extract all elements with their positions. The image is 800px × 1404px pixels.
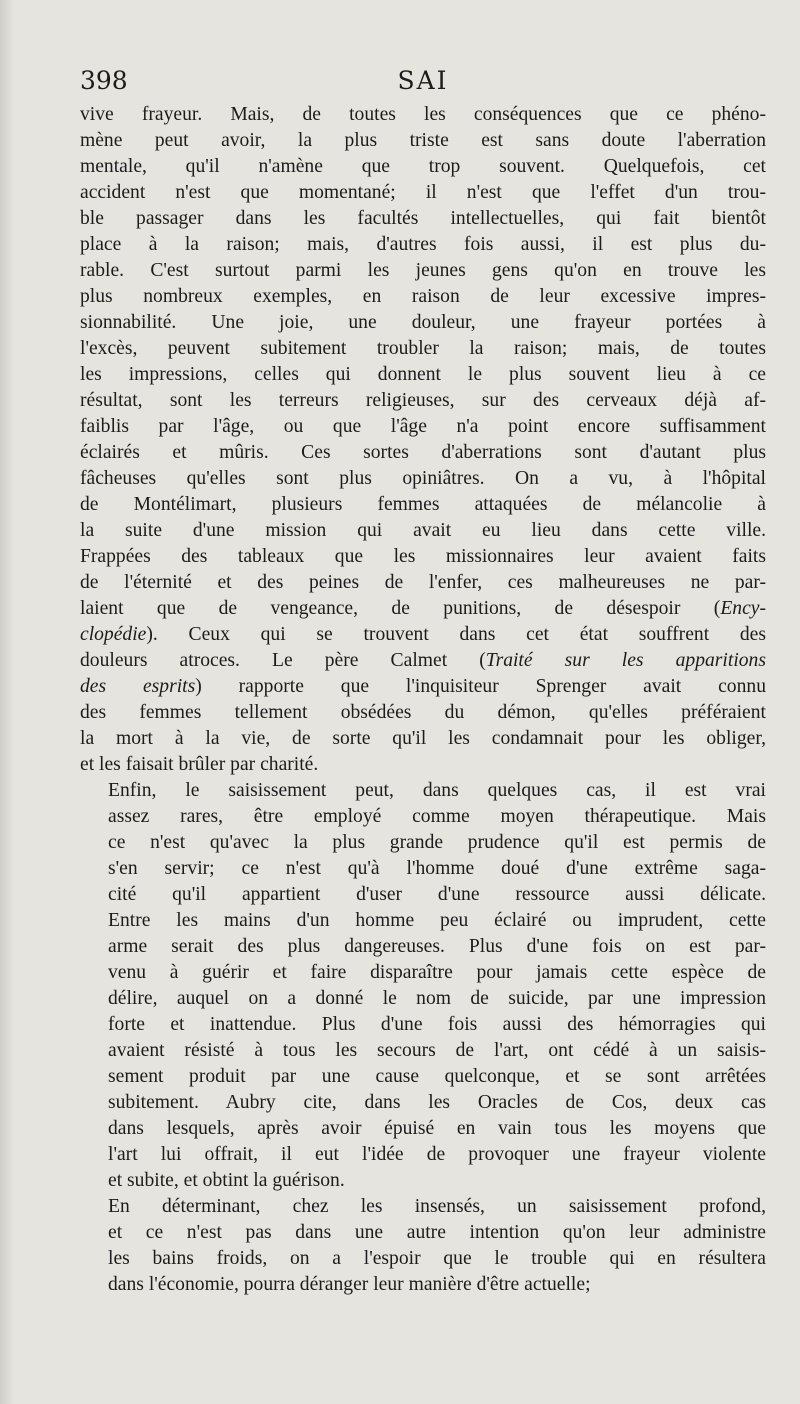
text-line: Enfin, le saisissement peut, dans quelques cas, il est vrai <box>108 780 766 801</box>
text-line: des femmes tellement obsédées du démon, qu'elles préféraient <box>80 702 766 723</box>
text-line: subitement. Aubry cite, dans les Oracles de Cos, deux cas <box>108 1092 766 1113</box>
paragraph-2 <box>80 778 766 1194</box>
text-line: place à la raison; mais, d'autres fois aussi, il est plus du- <box>80 234 766 255</box>
body-text <box>80 102 766 1298</box>
text-line: avaient résisté à tous les secours de l'art, ont cédé à un saisis- <box>108 1040 766 1061</box>
text-line: faiblis par l'âge, ou que l'âge n'a point encore suffisamment <box>80 416 766 437</box>
text-line: Frappées des tableaux que les missionnaires leur avaient faits <box>80 546 766 567</box>
text-line: sionnabilité. Une joie, une douleur, une frayeur portées à <box>80 312 766 333</box>
text-line: dans l'économie, pourra déranger leur manière d'être actuelle; <box>108 1274 591 1295</box>
text-line: résultat, sont les terreurs religieuses, sur des cerveaux déjà af- <box>80 390 766 411</box>
text-line: de Montélimart, plusieurs femmes attaquées de mélancolie à <box>80 494 766 515</box>
text-line: venu à guérir et faire disparaître pour jamais cette espèce de <box>108 962 766 983</box>
text-line: sement produit par une cause quelconque, et se sont arrêtées <box>108 1066 766 1087</box>
text-line: ce n'est qu'avec la plus grande prudence qu'il est permis de <box>108 832 766 853</box>
text-line: s'en servir; ce n'est qu'à l'homme doué d'une extrême saga- <box>108 858 766 879</box>
text-line: forte et inattendue. Plus d'une fois aussi des hémorragies qui <box>108 1014 766 1035</box>
text-line: dans lesquels, après avoir épuisé en vain tous les moyens que <box>108 1118 766 1139</box>
text-line: mène peut avoir, la plus triste est sans doute l'aberration <box>80 130 766 151</box>
text-line: et les faisait brûler par charité. <box>80 754 319 775</box>
text-line: la suite d'une mission qui avait eu lieu dans cette ville. <box>80 520 766 541</box>
paragraph-1 <box>80 102 766 778</box>
text-line: En déterminant, chez les insensés, un saisissement profond, <box>108 1196 766 1217</box>
page-header <box>80 62 766 100</box>
text-line: vive frayeur. Mais, de toutes les conséquences que ce phéno- <box>80 104 766 125</box>
text-line: douleurs atroces. Le père Calmet (Traité sur les apparitions <box>80 650 766 671</box>
text-line: l'art lui offrait, il eut l'idée de provoquer une frayeur violente <box>108 1144 766 1165</box>
text-line: de l'éternité et des peines de l'enfer, ces malheureuses ne par- <box>80 572 766 593</box>
text-line: rable. C'est surtout parmi les jeunes gens qu'on en trouve les <box>80 260 766 281</box>
text-line: clopédie). Ceux qui se trouvent dans cet état souffrent des <box>80 624 766 645</box>
running-head: SAI <box>397 66 449 95</box>
text-line: assez rares, être employé comme moyen thérapeutique. Mais <box>108 806 766 827</box>
text-line: les impressions, celles qui donnent le plus souvent lieu à ce <box>80 364 766 385</box>
text-line: laient que de vengeance, de punitions, de désespoir (Ency- <box>80 598 766 619</box>
text-line: des esprits) rapporte que l'inquisiteur Sprenger avait connu <box>80 676 766 697</box>
text-line: ble passager dans les facultés intellectuelles, qui fait bientôt <box>80 208 766 229</box>
text-line: Entre les mains d'un homme peu éclairé ou imprudent, cette <box>108 910 766 931</box>
page-number: 398 <box>80 66 128 95</box>
text-line: et ce n'est pas dans une autre intention qu'on leur administre <box>108 1222 766 1243</box>
text-line: mentale, qu'il n'amène que trop souvent. Quelquefois, cet <box>80 156 766 177</box>
text-line: l'excès, peuvent subitement troubler la raison; mais, de toutes <box>80 338 766 359</box>
text-line: fâcheuses qu'elles sont plus opiniâtres. On a vu, à l'hôpital <box>80 468 766 489</box>
text-line: délire, auquel on a donné le nom de suicide, par une impression <box>108 988 766 1009</box>
text-line: arme serait des plus dangereuses. Plus d'une fois on est par- <box>108 936 766 957</box>
text-line: cité qu'il appartient d'user d'une ressource aussi délicate. <box>108 884 766 905</box>
paragraph-3 <box>80 1194 766 1298</box>
text-line: les bains froids, on a l'espoir que le trouble qui en résultera <box>108 1248 766 1269</box>
text-line: accident n'est que momentané; il n'est que l'effet d'un trou- <box>80 182 766 203</box>
text-line: éclairés et mûris. Ces sortes d'aberrations sont d'autant plus <box>80 442 766 463</box>
text-line: plus nombreux exemples, en raison de leur excessive impres- <box>80 286 766 307</box>
text-line: la mort à la vie, de sorte qu'il les condamnait pour les obliger, <box>80 728 766 749</box>
text-line: et subite, et obtint la guérison. <box>108 1170 345 1191</box>
